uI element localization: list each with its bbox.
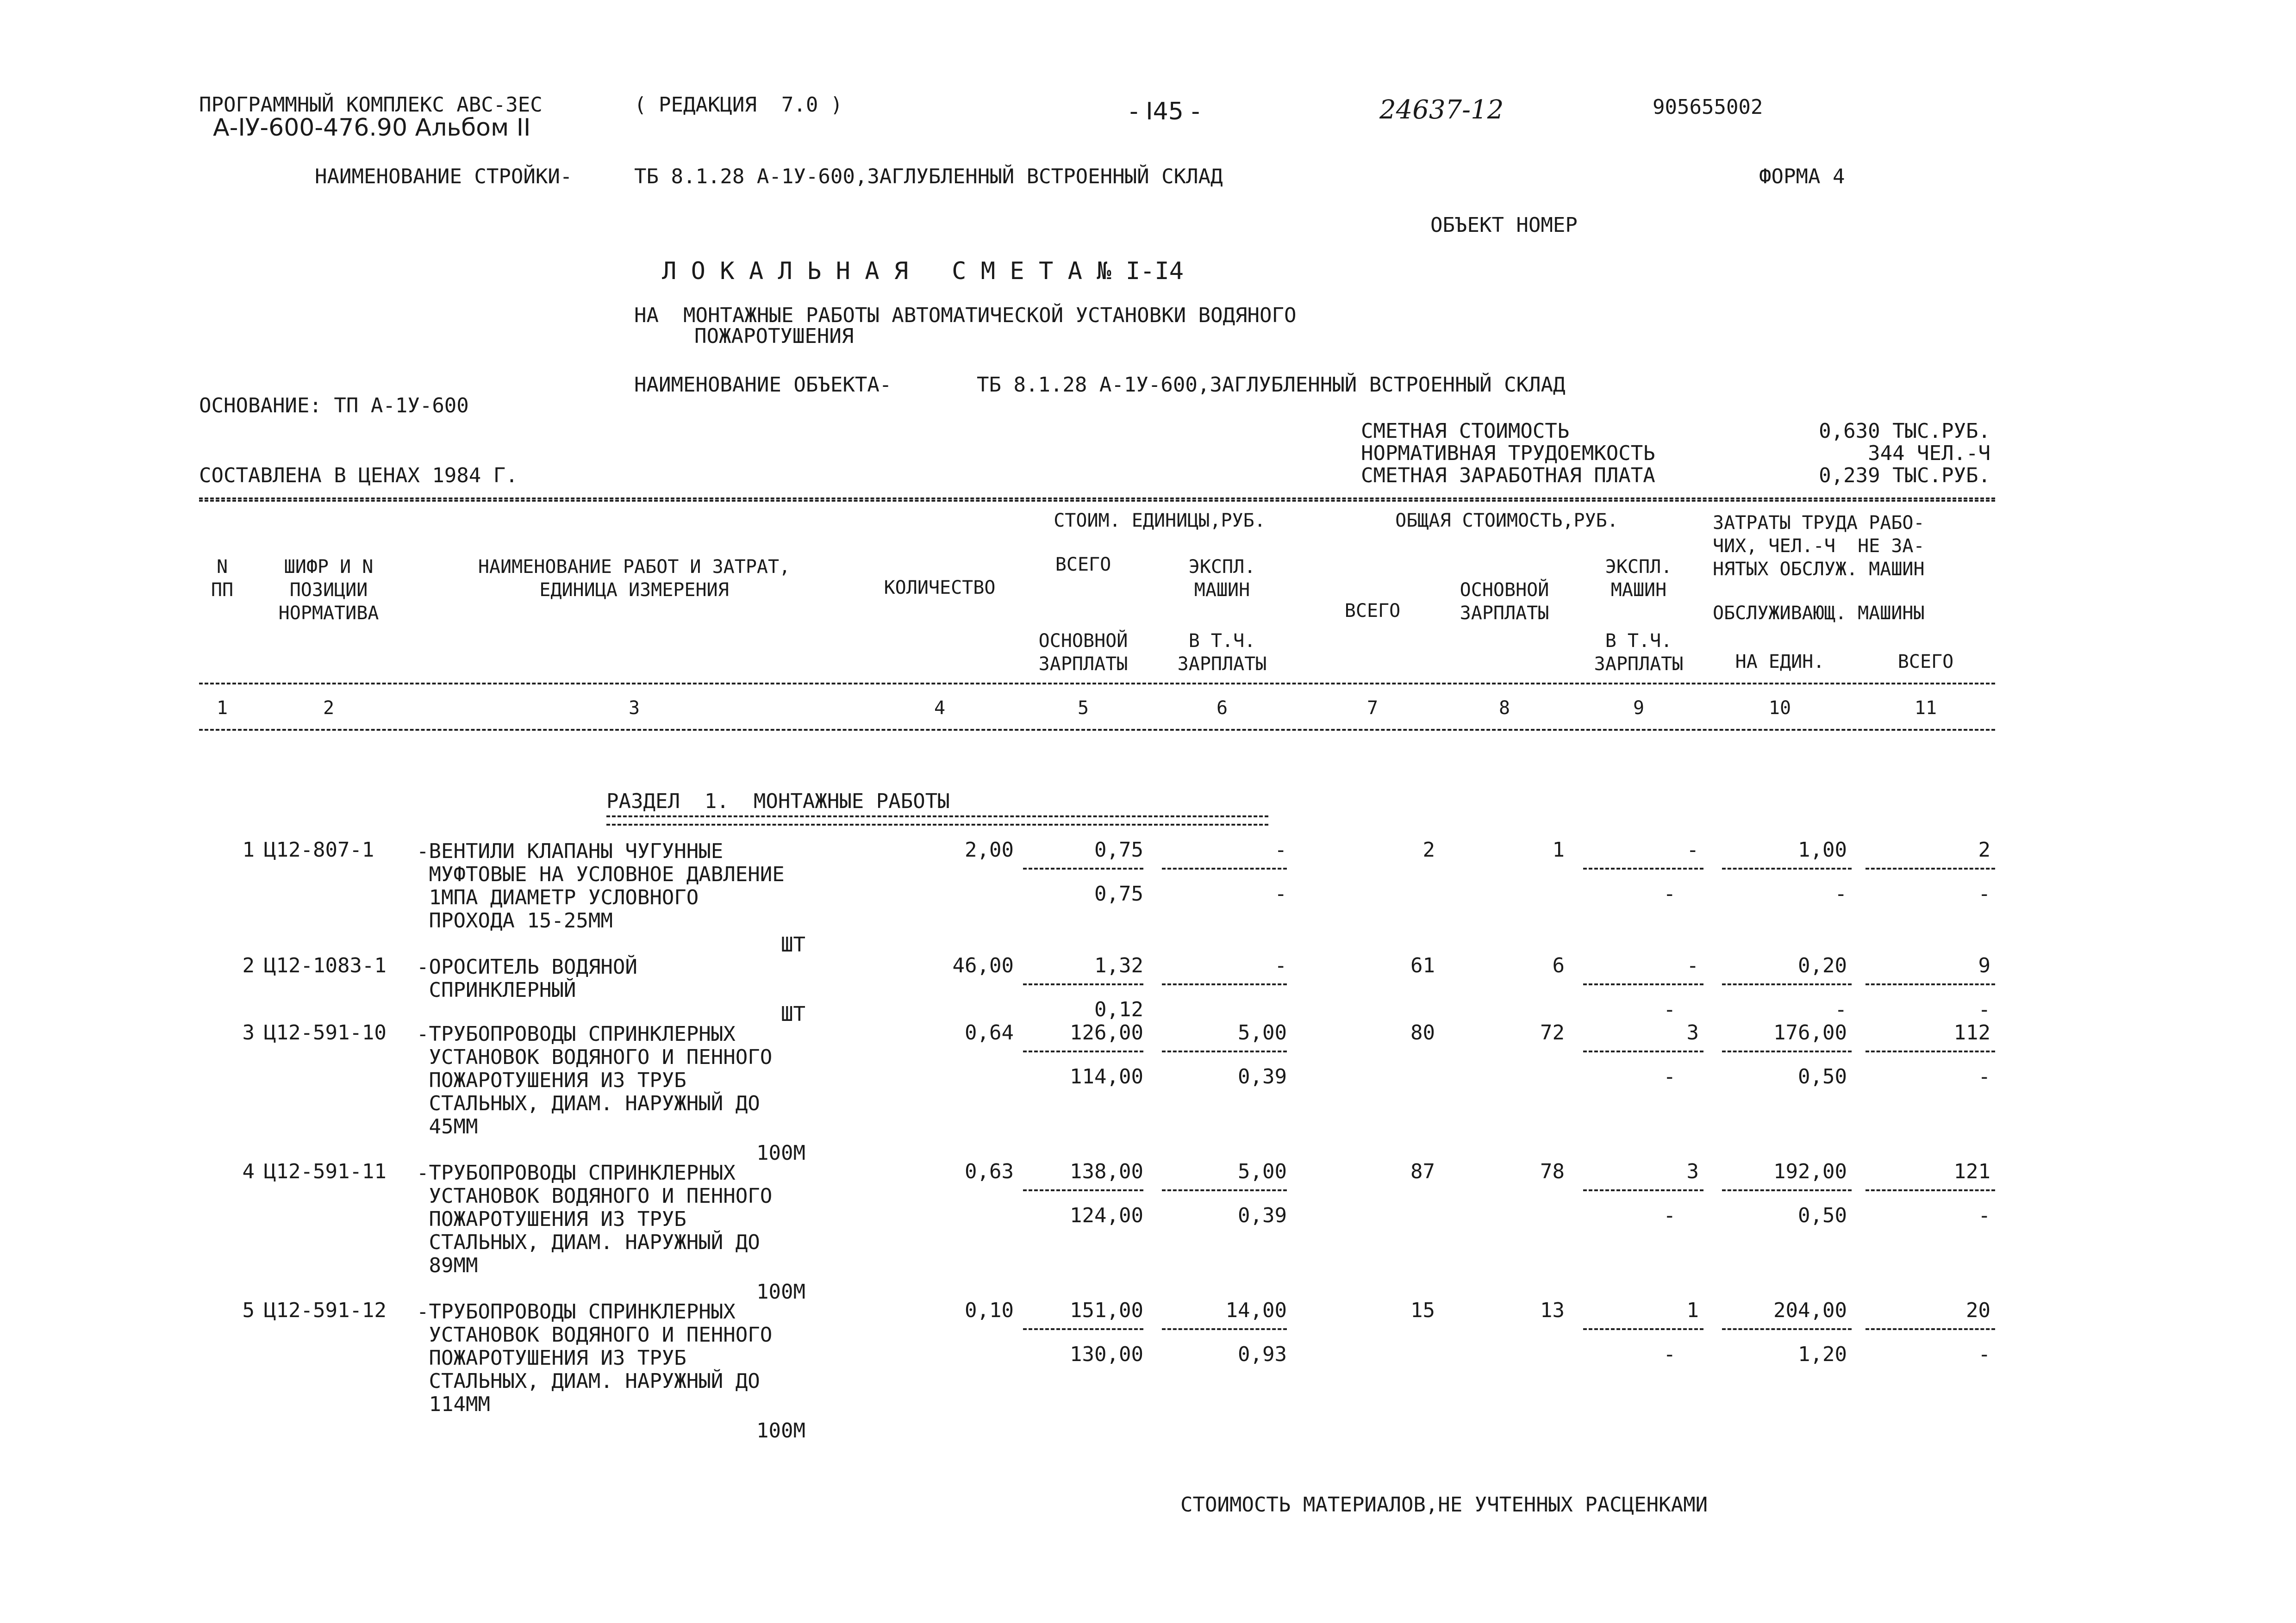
col-num-2: 2 bbox=[323, 697, 335, 719]
unit-cost-header: СТОИМ. ЕДИНИЦЫ,РУБ. bbox=[1054, 510, 1266, 531]
total-wage: 78 bbox=[1540, 1160, 1565, 1183]
row-unit: 100М bbox=[756, 1419, 805, 1443]
total-all: 15 bbox=[1410, 1299, 1435, 1322]
unit-machines: - bbox=[1274, 954, 1287, 977]
labor-sep-1 bbox=[1722, 983, 1852, 985]
labor-header: ЗАТРАТЫ ТРУДА РАБО- ЧИХ, ЧЕЛ.-Ч НЕ ЗА- НЯТЫХ ОБСЛУЖ. МАШИН bbox=[1713, 512, 1925, 580]
unit-machines-header: ЭКСПЛ. МАШИН bbox=[1188, 556, 1256, 601]
header-bottom-rule bbox=[199, 683, 1995, 684]
col-num-1: 1 bbox=[216, 697, 228, 719]
unit-sep-2 bbox=[1162, 868, 1287, 870]
basis: ОСНОВАНИЕ: ТП А-1У-600 bbox=[199, 394, 469, 417]
row-name: -ТРУБОПРОВОДЫ СПРИНКЛЕРНЫХ УСТАНОВОК ВОДЯНОГО И ПЕННОГО ПОЖАРОТУШЕНИЯ ИЗ ТРУБ СТАЛЬНЫХ, ДИАМ. НАРУЖНЫЙ ДО 89ММ bbox=[417, 1161, 773, 1277]
row-number: 3 bbox=[242, 1021, 255, 1045]
row-code: Ц12-1083-1 bbox=[264, 954, 387, 977]
col-code-header: ШИФР И N ПОЗИЦИИ НОРМАТИВА bbox=[278, 556, 379, 624]
handwritten-number: 24637-12 bbox=[1379, 95, 1504, 125]
col-num-9: 9 bbox=[1633, 697, 1645, 719]
row-number: 1 bbox=[242, 838, 255, 862]
unit-sep-2 bbox=[1162, 1328, 1287, 1330]
row-quantity: 46,00 bbox=[952, 954, 1014, 977]
labor-machines-total: - bbox=[1978, 882, 1990, 906]
unit-machines: 5,00 bbox=[1238, 1160, 1287, 1183]
total-wage: 1 bbox=[1552, 838, 1565, 862]
labor-machines-unit: - bbox=[1834, 998, 1847, 1021]
total-all: 80 bbox=[1410, 1021, 1435, 1045]
unit-sep-1 bbox=[1023, 1051, 1143, 1052]
col-num-5: 5 bbox=[1077, 697, 1089, 719]
unit-total-header: ВСЕГО bbox=[1055, 554, 1111, 575]
estimate-title: Л О К А Л Ь Н А Я С М Е Т А № I-I4 bbox=[662, 257, 1184, 285]
total-incl-wage: - bbox=[1663, 882, 1676, 906]
unit-wage: 124,00 bbox=[1070, 1204, 1143, 1227]
row-unit: 100М bbox=[756, 1141, 805, 1165]
unit-total: 126,00 bbox=[1070, 1021, 1143, 1045]
construction-label: НАИМЕНОВАНИЕ СТРОЙКИ- bbox=[315, 165, 573, 188]
col-num-7: 7 bbox=[1366, 697, 1379, 719]
labor-sep-1 bbox=[1722, 1328, 1852, 1330]
work-description-2: ПОЖАРОТУШЕНИЯ bbox=[694, 324, 854, 348]
total-all: 87 bbox=[1410, 1160, 1435, 1183]
total-wage: 72 bbox=[1540, 1021, 1565, 1045]
total-incl-wage: - bbox=[1663, 1343, 1676, 1366]
object-value: ТБ 8.1.28 А-1У-600,ЗАГЛУБЛЕННЫЙ ВСТРОЕННЫЙ СКЛАД bbox=[977, 373, 1566, 397]
col-name-header: НАИМЕНОВАНИЕ РАБОТ И ЗАТРАТ, ЕДИНИЦА ИЗМЕРЕНИЯ bbox=[478, 556, 791, 601]
total-incl-wage: - bbox=[1663, 998, 1676, 1021]
labor-sep-2 bbox=[1866, 983, 1995, 985]
unit-incl-wage: 0,93 bbox=[1238, 1343, 1287, 1366]
form-number: ФОРМА 4 bbox=[1759, 165, 1845, 188]
edition: ( РЕДАКЦИЯ 7.0 ) bbox=[634, 93, 843, 117]
page-number: - I45 - bbox=[1129, 98, 1200, 125]
unit-wage: 0,75 bbox=[1094, 882, 1143, 906]
labor-machines-total: - bbox=[1978, 1065, 1990, 1088]
col-num-6: 6 bbox=[1216, 697, 1228, 719]
unit-machines: 14,00 bbox=[1225, 1299, 1287, 1322]
unit-sep-1 bbox=[1023, 1189, 1143, 1191]
total-value-cost: 0,630 ТЫС.РУБ. bbox=[1819, 419, 1990, 443]
section-underline bbox=[606, 815, 1268, 826]
labor-machines-total: - bbox=[1978, 1343, 1990, 1366]
album-code: А-IУ-600-476.90 Альбом II bbox=[213, 114, 531, 142]
col-num-11: 11 bbox=[1914, 697, 1937, 719]
total-incl-wage: - bbox=[1663, 1204, 1676, 1227]
unit-sep-2 bbox=[1162, 1051, 1287, 1052]
labor-total: 121 bbox=[1953, 1160, 1990, 1183]
row-quantity: 0,63 bbox=[965, 1160, 1014, 1183]
labor-sep-1 bbox=[1722, 1051, 1852, 1052]
row-unit: 100М bbox=[756, 1280, 805, 1304]
labor-machines-total: - bbox=[1978, 1204, 1990, 1227]
labor-sep-2 bbox=[1866, 1189, 1995, 1191]
materials-note: СТОИМОСТЬ МАТЕРИАЛОВ,НЕ УЧТЕННЫХ РАСЦЕНКАМИ bbox=[1180, 1493, 1708, 1517]
row-code: Ц12-591-11 bbox=[264, 1160, 387, 1183]
table-top-rule bbox=[199, 497, 1995, 499]
total-wage: 13 bbox=[1540, 1299, 1565, 1322]
object-label: НАИМЕНОВАНИЕ ОБЪЕКТА- bbox=[634, 373, 892, 397]
numbers-bottom-rule bbox=[199, 729, 1995, 731]
labor-per-unit: 204,00 bbox=[1773, 1299, 1847, 1322]
total-incl-wage-header: В Т.Ч. ЗАРПЛАТЫ bbox=[1594, 630, 1684, 675]
total-all: 61 bbox=[1410, 954, 1435, 977]
total-machines: 1 bbox=[1686, 1299, 1699, 1322]
labor-machines-unit: - bbox=[1834, 882, 1847, 906]
labor-per-unit-header: НА ЕДИН. bbox=[1735, 651, 1825, 672]
total-machines: 3 bbox=[1686, 1160, 1699, 1183]
unit-wage: 130,00 bbox=[1070, 1343, 1143, 1366]
labor-machines-unit: 1,20 bbox=[1798, 1343, 1847, 1366]
row-code: Ц12-807-1 bbox=[264, 838, 374, 862]
unit-incl-wage: 0,39 bbox=[1238, 1065, 1287, 1088]
total-machines: - bbox=[1686, 954, 1699, 977]
total-sep bbox=[1583, 868, 1703, 870]
row-unit: ШТ bbox=[781, 933, 805, 957]
total-sep bbox=[1583, 1328, 1703, 1330]
unit-wage: 0,12 bbox=[1094, 998, 1143, 1021]
row-quantity: 0,64 bbox=[965, 1021, 1014, 1045]
labor-machines-header: ОБСЛУЖИВАЮЩ. МАШИНЫ bbox=[1713, 603, 1925, 624]
total-cost-header: ОБЩАЯ СТОИМОСТЬ,РУБ. bbox=[1395, 510, 1618, 531]
total-all-header: ВСЕГО bbox=[1344, 600, 1401, 622]
labor-total: 112 bbox=[1953, 1021, 1990, 1045]
total-sep bbox=[1583, 983, 1703, 985]
work-description-1: НА МОНТАЖНЫЕ РАБОТЫ АВТОМАТИЧЕСКОЙ УСТАНОВКИ ВОДЯНОГО bbox=[634, 304, 1297, 327]
row-code: Ц12-591-10 bbox=[264, 1021, 387, 1045]
document-code: 905655002 bbox=[1653, 95, 1763, 119]
total-value-wage: 0,239 ТЫС.РУБ. bbox=[1819, 464, 1990, 487]
total-label-wage: СМЕТНАЯ ЗАРАБОТНАЯ ПЛАТА bbox=[1361, 464, 1655, 487]
col-quantity-header: КОЛИЧЕСТВО bbox=[884, 577, 996, 598]
row-quantity: 0,10 bbox=[965, 1299, 1014, 1322]
total-value-labor: 344 ЧЕЛ.-Ч bbox=[1868, 442, 1990, 465]
total-machines: 3 bbox=[1686, 1021, 1699, 1045]
unit-machines: - bbox=[1274, 838, 1287, 862]
labor-total: 20 bbox=[1966, 1299, 1990, 1322]
unit-total: 1,32 bbox=[1094, 954, 1143, 977]
row-number: 5 bbox=[242, 1299, 255, 1322]
unit-total: 138,00 bbox=[1070, 1160, 1143, 1183]
unit-incl-wage: 0,39 bbox=[1238, 1204, 1287, 1227]
labor-sep-2 bbox=[1866, 1328, 1995, 1330]
construction-value: ТБ 8.1.28 А-1У-600,ЗАГЛУБЛЕННЫЙ ВСТРОЕННЫЙ СКЛАД bbox=[634, 165, 1223, 188]
col-num-3: 3 bbox=[628, 697, 640, 719]
row-number: 4 bbox=[242, 1160, 255, 1183]
unit-wage: 114,00 bbox=[1070, 1065, 1143, 1088]
row-name: -ТРУБОПРОВОДЫ СПРИНКЛЕРНЫХ УСТАНОВОК ВОДЯНОГО И ПЕННОГО ПОЖАРОТУШЕНИЯ ИЗ ТРУБ СТАЛЬНЫХ, ДИАМ. НАРУЖНЫЙ ДО 45ММ bbox=[417, 1022, 773, 1138]
row-code: Ц12-591-12 bbox=[264, 1299, 387, 1322]
unit-sep-1 bbox=[1023, 983, 1143, 985]
labor-sep-2 bbox=[1866, 1051, 1995, 1052]
total-wage-header: ОСНОВНОЙ ЗАРПЛАТЫ bbox=[1460, 579, 1549, 624]
total-machines: - bbox=[1686, 838, 1699, 862]
col-num-10: 10 bbox=[1768, 697, 1791, 719]
unit-machines: 5,00 bbox=[1238, 1021, 1287, 1045]
labor-machines-total: - bbox=[1978, 998, 1990, 1021]
total-label-labor: НОРМАТИВНАЯ ТРУДОЕМКОСТЬ bbox=[1361, 442, 1655, 465]
table-top-rule-2 bbox=[199, 500, 1995, 502]
row-unit: ШТ bbox=[781, 1002, 805, 1026]
total-label-cost: СМЕТНАЯ СТОИМОСТЬ bbox=[1361, 419, 1570, 443]
row-name: -ТРУБОПРОВОДЫ СПРИНКЛЕРНЫХ УСТАНОВОК ВОДЯНОГО И ПЕННОГО ПОЖАРОТУШЕНИЯ ИЗ ТРУБ СТАЛЬНЫХ, ДИАМ. НАРУЖНЫЙ ДО 114ММ bbox=[417, 1300, 773, 1416]
row-quantity: 2,00 bbox=[965, 838, 1014, 862]
total-sep bbox=[1583, 1189, 1703, 1191]
program-name: ПРОГРАММНЫЙ КОМПЛЕКС АВС-3ЕС bbox=[199, 93, 543, 117]
labor-sep-2 bbox=[1866, 868, 1995, 870]
col-number-header: N ПП bbox=[211, 556, 234, 601]
unit-total: 151,00 bbox=[1070, 1299, 1143, 1322]
col-num-4: 4 bbox=[934, 697, 946, 719]
total-sep bbox=[1583, 1051, 1703, 1052]
row-name: -ВЕНТИЛИ КЛАПАНЫ ЧУГУННЫЕ МУФТОВЫЕ НА УСЛОВНОЕ ДАВЛЕНИЕ 1МПА ДИАМЕТР УСЛОВНОГО ПРОХОДА 15-25ММ bbox=[417, 839, 785, 933]
unit-sep-1 bbox=[1023, 1328, 1143, 1330]
row-number: 2 bbox=[242, 954, 255, 977]
total-all: 2 bbox=[1423, 838, 1435, 862]
total-machines-header: ЭКСПЛ. МАШИН bbox=[1605, 556, 1672, 601]
unit-sep-1 bbox=[1023, 868, 1143, 870]
labor-sep-1 bbox=[1722, 868, 1852, 870]
labor-per-unit: 176,00 bbox=[1773, 1021, 1847, 1045]
col-num-8: 8 bbox=[1498, 697, 1510, 719]
labor-sep-1 bbox=[1722, 1189, 1852, 1191]
labor-per-unit: 192,00 bbox=[1773, 1160, 1847, 1183]
unit-sep-2 bbox=[1162, 983, 1287, 985]
labor-machines-unit: 0,50 bbox=[1798, 1204, 1847, 1227]
total-wage: 6 bbox=[1552, 954, 1565, 977]
labor-per-unit: 0,20 bbox=[1798, 954, 1847, 977]
labor-total: 9 bbox=[1978, 954, 1990, 977]
labor-machines-unit: 0,50 bbox=[1798, 1065, 1847, 1088]
row-name: -ОРОСИТЕЛЬ ВОДЯНОЙ СПРИНКЛЕРНЫЙ bbox=[417, 955, 637, 1002]
object-number-label: ОБЪЕКТ НОМЕР bbox=[1430, 213, 1578, 237]
labor-total: 2 bbox=[1978, 838, 1990, 862]
labor-total-header: ВСЕГО bbox=[1897, 651, 1954, 672]
unit-wage-header: ОСНОВНОЙ ЗАРПЛАТЫ bbox=[1038, 630, 1128, 675]
unit-incl-wage: - bbox=[1274, 882, 1287, 906]
price-basis: СОСТАВЛЕНА В ЦЕНАХ 1984 Г. bbox=[199, 464, 518, 487]
unit-incl-wage-header: В Т.Ч. ЗАРПЛАТЫ bbox=[1177, 630, 1267, 675]
unit-total: 0,75 bbox=[1094, 838, 1143, 862]
unit-sep-2 bbox=[1162, 1189, 1287, 1191]
section-title: РАЗДЕЛ 1. МОНТАЖНЫЕ РАБОТЫ bbox=[606, 790, 950, 813]
total-incl-wage: - bbox=[1663, 1065, 1676, 1088]
labor-per-unit: 1,00 bbox=[1798, 838, 1847, 862]
